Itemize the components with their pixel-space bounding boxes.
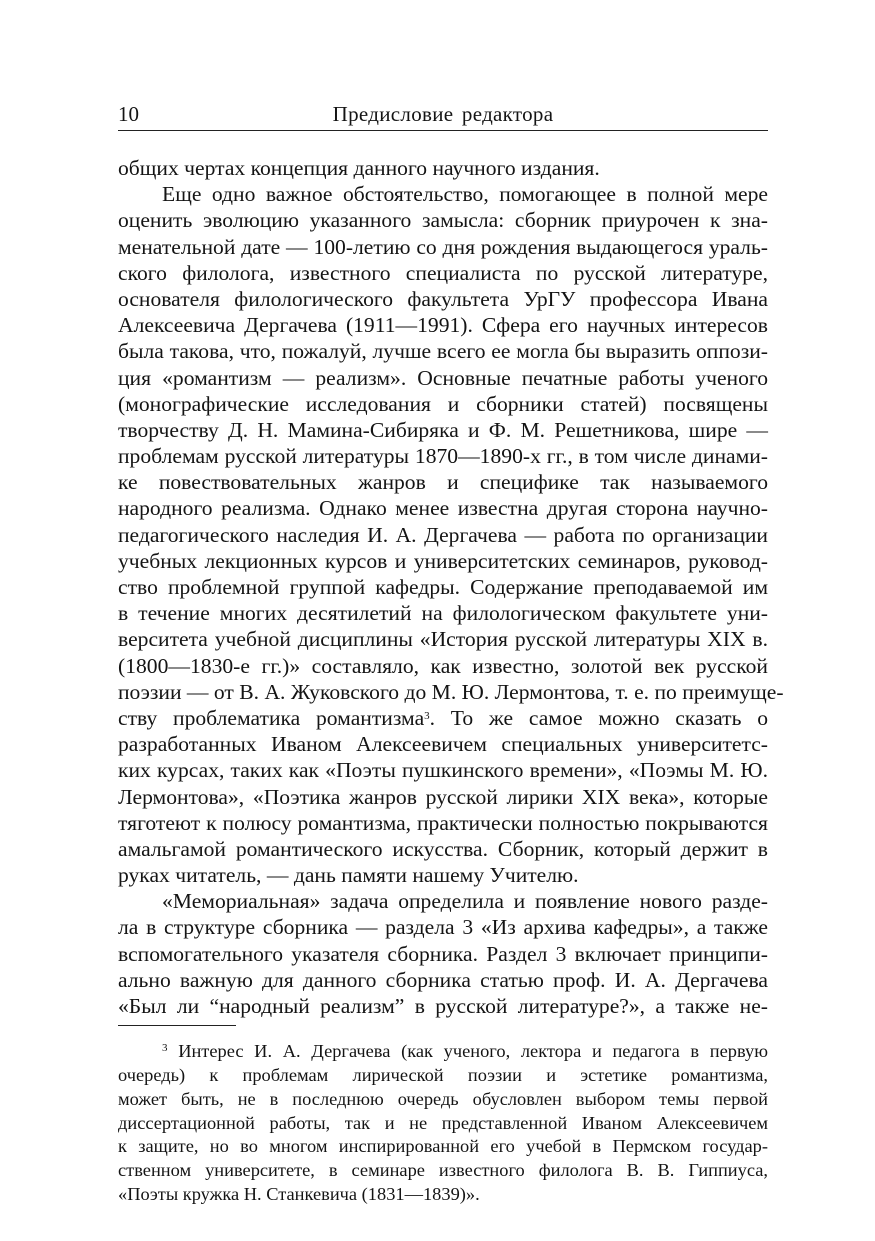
text-line: «Был ли “народный реализм” в русской литературе?», а также не-: [118, 994, 768, 1018]
text-fragment: Интерес И. А. Дергачева (как ученого, лектора и педагога в первую: [178, 1041, 768, 1062]
text-line: ция «романтизм — реализм». Основные печатные работы ученого: [118, 365, 768, 390]
text-line: творчеству Д. Н. Мамина-Сибиряка и Ф. М. Решетникова, шире —: [118, 417, 768, 442]
text-line: ство проблемной группой кафедры. Содержание преподаваемой им: [118, 575, 768, 599]
book-page: [118, 100, 784, 1207]
text-line: (1800—1830-е гг.)» составляло, как известно, золотой век русской: [118, 653, 768, 678]
text-line: проблемам русской литературы 1870—1890-х гг., в том числе динами-: [118, 444, 768, 469]
footnote-marker: 3: [162, 1042, 168, 1055]
text-line-with-footnote: [118, 705, 768, 731]
text-line: менательной дате — 100-летию со дня рождения выдающегося ураль-: [118, 234, 768, 259]
text-fragment: ству проблематика романтизма: [118, 705, 425, 730]
footnote-line: ственном университете, в семинаре известного филолога В. В. Гиппиуса,: [118, 1160, 768, 1181]
footnote-reference[interactable]: 3: [424, 709, 430, 722]
footnote-line: [118, 1040, 768, 1064]
text-line: вспомогательного указателя сборника. Раздел 3 включает принципи-: [118, 941, 768, 966]
text-line: народного реализма. Однако менее известна другая сторона научно-: [118, 496, 768, 521]
text-line: ких курсах, таких как «Поэты пушкинского времени», «Поэмы М. Ю.: [118, 758, 768, 783]
running-title: Предисловие редактора: [332, 102, 554, 126]
text-line: Лермонтова», «Поэтика жанров русской лирики XIX века», которые: [118, 784, 768, 809]
footnote-line: может быть, не в последнюю очередь обусловлен выбором темы первой: [118, 1088, 768, 1109]
text-line: ла в структуре сборника — раздела 3 «Из архива кафедры», а также: [118, 915, 768, 940]
text-line: руках читатель, — дань памяти нашему Учителю.: [118, 863, 579, 888]
text-line: верситета учебной дисциплины «История русской литературы XIX в.: [118, 627, 768, 652]
text-line: тяготеют к полюсу романтизма, практически полностью покрываются: [118, 810, 768, 835]
running-header: [118, 100, 768, 131]
text-line: разработанных Иваном Алексеевичем специальных университетс-: [118, 732, 768, 757]
footnote-line: «Поэты кружка Н. Станкевича (1831—1839)».: [118, 1183, 480, 1204]
footnote: [118, 1040, 768, 1207]
text-line: поэзии — от В. А. Жуковского до М. Ю. Лермонтова, т. е. по преимуще-: [118, 679, 784, 704]
footnote-line: очередь) к проблемам лирической поэзии и эстетике романтизма,: [118, 1064, 768, 1085]
text-line: в течение многих десятилетий на филологическом факультете уни-: [118, 601, 768, 626]
text-line: учебных лекционных курсов и университетских семинаров, руковод-: [118, 548, 768, 573]
text-line: Еще одно важное обстоятельство, помогающее в полной мере: [162, 182, 768, 207]
text-line: общих чертах концепция данного научного издания.: [118, 156, 600, 180]
text-line: амальгамой романтического искусства. Сборник, который держит в: [118, 836, 768, 861]
footnote-divider: [118, 1025, 236, 1026]
text-line: «Мемориальная» задача определила и появление нового разде-: [162, 889, 768, 914]
text-line: педагогического наследия И. А. Дергачева — работа по организации: [118, 522, 768, 547]
text-line: ально важную для данного сборника статью проф. И. А. Дергачева: [118, 967, 768, 992]
text-line: была такова, что, пожалуй, лучше всего ее могла бы выразить оппози-: [118, 339, 768, 364]
main-text: [118, 155, 784, 1019]
footnote-line: диссертационной работы, так и не представленной Иваном Алексеевичем: [118, 1112, 768, 1133]
text-line: ского филолога, известного специалиста по русской литературе,: [118, 260, 768, 285]
text-line: оценить эволюцию указанного замысла: сборник приурочен к зна-: [118, 208, 768, 233]
footnote-line: к защите, но во многом инспирированной его учебой в Пермском государ-: [118, 1136, 768, 1157]
text-line: Алексеевича Дергачева (1911—1991). Сфера его научных интересов: [118, 313, 768, 338]
page-number: 10: [118, 102, 139, 126]
text-line: ке повествовательных жанров и специфике так называемого: [118, 470, 768, 495]
text-fragment: . То же самое можно сказать о: [429, 705, 769, 730]
text-line: (монографические исследования и сборники статей) посвящены: [118, 391, 768, 416]
text-line: основателя филологического факультета УрГУ профессора Ивана: [118, 286, 768, 311]
